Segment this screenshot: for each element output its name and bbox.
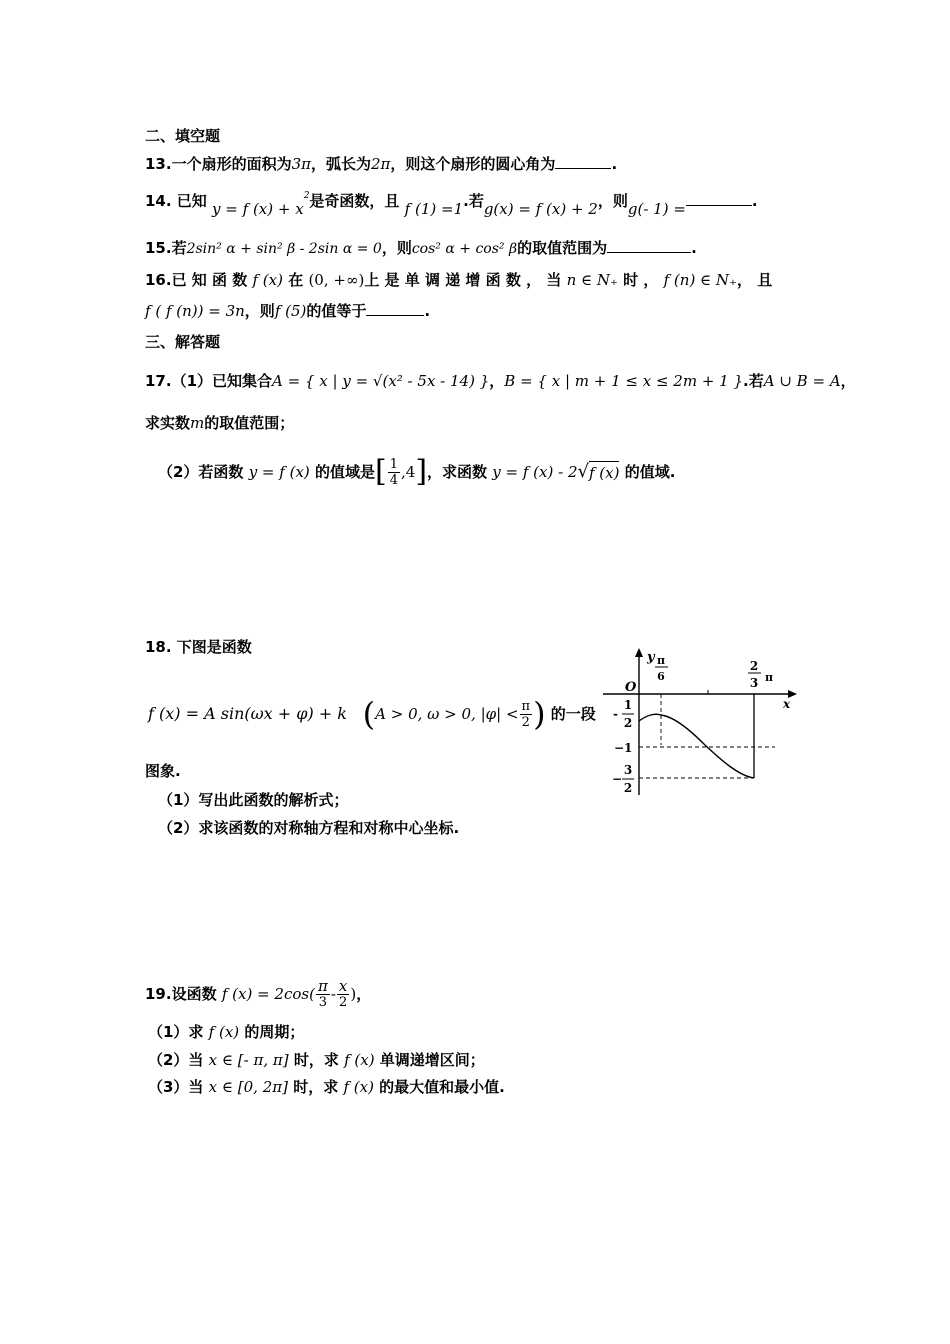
question-16-line2: f ( f (n)) = 3n，则f (5)的值等于 . xyxy=(145,302,431,320)
answer-blank xyxy=(686,191,752,206)
question-16-line1: 16.已 知 函 数 f (x) 在 (0, +∞)上 是 单 调 递 增 函 数 ， 当 n ∈ N₊ 时 ， f (n) ∈ N₊， 且 xyxy=(145,271,773,289)
question-13: 13.一个扇形的面积为3π，弧长为2π，则这个扇形的圆心角为 . xyxy=(145,155,618,173)
x-tick-pi6-den: 6 xyxy=(657,670,665,683)
y-tick-half-sign: - xyxy=(613,707,618,721)
x-axis-label: x xyxy=(783,697,791,711)
question-17-line2: 求实数m的取值范围； xyxy=(145,414,295,432)
question-18-sub2: （2）求该函数的对称轴方程和对称中心坐标. xyxy=(158,819,460,837)
answer-blank xyxy=(607,238,691,253)
question-18-sub1: （1）写出此函数的解析式； xyxy=(158,791,349,809)
sine-curve xyxy=(639,714,754,778)
answer-blank xyxy=(366,301,424,316)
question-19-intro: 19. 设函数 f (x) = 2cos( $\frac{\pi}{3}$ - $\frac{x}{2}$ ) ， xyxy=(145,976,372,1010)
x-tick-2pi3-num: 2 xyxy=(749,659,759,673)
question-18-line3: 图象. xyxy=(145,762,181,780)
x-tick-2pi3-den: 3 xyxy=(749,676,759,690)
y-tick-half-den: 2 xyxy=(623,716,633,730)
question-17-line1: 17.（1）已知集合A = { x | y = √(x² - 5x - 14) }，B = { x | m + 1 ≤ x ≤ 2m + 1 }.若A ∪ B = A， xyxy=(145,372,856,390)
question-17-part2: （2）若函数 y = f (x) 的值域是 [ $\frac{1}{4}$ ,4 ] ，求函数 y = f (x) - 2 √ f (x) 的值域. xyxy=(158,454,676,489)
y-tick-three-half-num: 3 xyxy=(623,763,633,777)
section3-title: 三、解答题 xyxy=(145,333,221,351)
y-axis-label: y xyxy=(647,650,655,665)
question-15: 15.若2sin² α + sin² β - 2sin α = 0，则cos² α + cos² β的取值范围为 . xyxy=(145,239,697,257)
question-19-sub2: （2）当 x ∈ [- π, π] 时，求 f (x) 单调递增区间； xyxy=(148,1051,485,1069)
origin-label: O xyxy=(625,680,637,695)
section2-title: 二、填空题 xyxy=(145,127,221,145)
y-tick-three-half-sign: − xyxy=(612,772,623,786)
x-tick-pi6-num: π xyxy=(656,654,666,667)
question-19-sub1: （1）求 f (x) 的周期； xyxy=(148,1023,305,1041)
x-tick-2pi3-pi: π xyxy=(765,671,774,684)
question-18-intro: 18. 下图是函数 xyxy=(145,638,252,656)
question-14: 14. 已知 y = f $(x) + x^2$是奇函数，且 f (1) =1.若g(x) = f (x) + 2，则g(- 1) = . xyxy=(145,191,758,218)
y-tick-three-half-den: 2 xyxy=(623,781,633,795)
y-tick-half-num: 1 xyxy=(623,698,633,712)
y-tick-minus1: −1 xyxy=(614,741,633,755)
function-graph xyxy=(595,645,805,800)
y-axis-arrow xyxy=(635,648,643,657)
question-18-formula: f (x) = A sin(ωx + φ) + k ( A > 0, ω > 0, |φ| < $\frac{\pi}{2}$ ) 的一段 xyxy=(148,695,596,733)
question-19-sub3: （3）当 x ∈ [0, 2π] 时，求 f (x) 的最大值和最小值. xyxy=(148,1078,505,1096)
answer-blank xyxy=(555,154,611,169)
